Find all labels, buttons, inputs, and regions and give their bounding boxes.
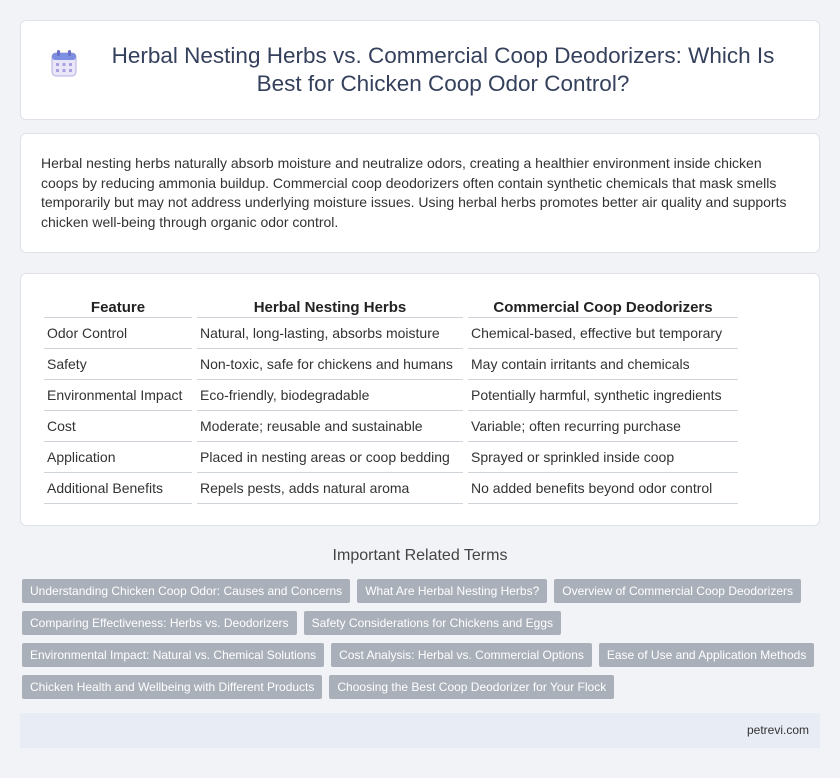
related-term-tag[interactable]: Choosing the Best Coop Deodorizer for Your Flock xyxy=(329,675,614,699)
comparison-table xyxy=(39,296,743,504)
table-row xyxy=(44,442,738,473)
table-cell: Eco-friendly, biodegradable xyxy=(197,380,463,411)
table-cell: Potentially harmful, synthetic ingredients xyxy=(468,380,738,411)
table-cell: Cost xyxy=(44,411,192,442)
related-term-tag[interactable]: Cost Analysis: Herbal vs. Commercial Options xyxy=(331,643,592,667)
footer-site-link[interactable]: petrevi.com xyxy=(746,723,809,737)
calendar-icon xyxy=(51,49,77,77)
table-cell: Non-toxic, safe for chickens and humans xyxy=(197,349,463,380)
table-cell: Chemical-based, effective but temporary xyxy=(468,318,738,349)
table-cell: May contain irritants and chemicals xyxy=(468,349,738,380)
header-card xyxy=(20,20,820,120)
table-row xyxy=(44,349,738,380)
comparison-card xyxy=(20,273,820,526)
table-cell: Repels pests, adds natural aroma xyxy=(197,473,463,504)
table-cell: Additional Benefits xyxy=(44,473,192,504)
table-row xyxy=(44,380,738,411)
column-header-herbal: Herbal Nesting Herbs xyxy=(197,296,463,318)
related-term-tag[interactable]: Environmental Impact: Natural vs. Chemical Solutions xyxy=(22,643,324,667)
table-cell: Moderate; reusable and sustainable xyxy=(197,411,463,442)
intro-card xyxy=(20,133,820,253)
related-term-tag[interactable]: Understanding Chicken Coop Odor: Causes and Concerns xyxy=(22,579,350,603)
table-cell: Variable; often recurring purchase xyxy=(468,411,738,442)
table-cell: Natural, long-lasting, absorbs moisture xyxy=(197,318,463,349)
related-term-tag[interactable]: Comparing Effectiveness: Herbs vs. Deodorizers xyxy=(22,611,297,635)
page-title: Herbal Nesting Herbs vs. Commercial Coop Deodorizers: Which Is Best for Chicken Coop Odor Control? xyxy=(111,43,775,96)
table-cell: No added benefits beyond odor control xyxy=(468,473,738,504)
table-cell: Safety xyxy=(44,349,192,380)
column-header-feature: Feature xyxy=(44,296,192,318)
table-cell: Placed in nesting areas or coop bedding xyxy=(197,442,463,473)
table-cell: Environmental Impact xyxy=(44,380,192,411)
table-row xyxy=(44,473,738,504)
table-row xyxy=(44,318,738,349)
column-header-commercial: Commercial Coop Deodorizers xyxy=(468,296,738,318)
table-row xyxy=(44,411,738,442)
related-term-tag[interactable]: Overview of Commercial Coop Deodorizers xyxy=(554,579,801,603)
table-cell: Odor Control xyxy=(44,318,192,349)
related-term-tag[interactable]: Safety Considerations for Chickens and Eggs xyxy=(304,611,561,635)
related-terms-list xyxy=(22,579,822,707)
footer xyxy=(20,713,820,748)
related-term-tag[interactable]: Ease of Use and Application Methods xyxy=(599,643,814,667)
related-term-tag[interactable]: What Are Herbal Nesting Herbs? xyxy=(357,579,547,603)
table-cell: Sprayed or sprinkled inside coop xyxy=(468,442,738,473)
intro-paragraph: Herbal nesting herbs naturally absorb moisture and neutralize odors, creating a healthier environment inside chicken coops by reducing ammonia buildup. Commercial coop deodorizers often contain synthetic chemicals that mask smells temporarily but may not address underlying moisture issues. Using herbal herbs promotes better air quality and supports chicken well-being through organic odor control. xyxy=(41,155,787,230)
table-header-row xyxy=(44,296,738,318)
related-terms-title: Important Related Terms xyxy=(332,547,508,564)
table-cell: Application xyxy=(44,442,192,473)
related-term-tag[interactable]: Chicken Health and Wellbeing with Different Products xyxy=(22,675,322,699)
